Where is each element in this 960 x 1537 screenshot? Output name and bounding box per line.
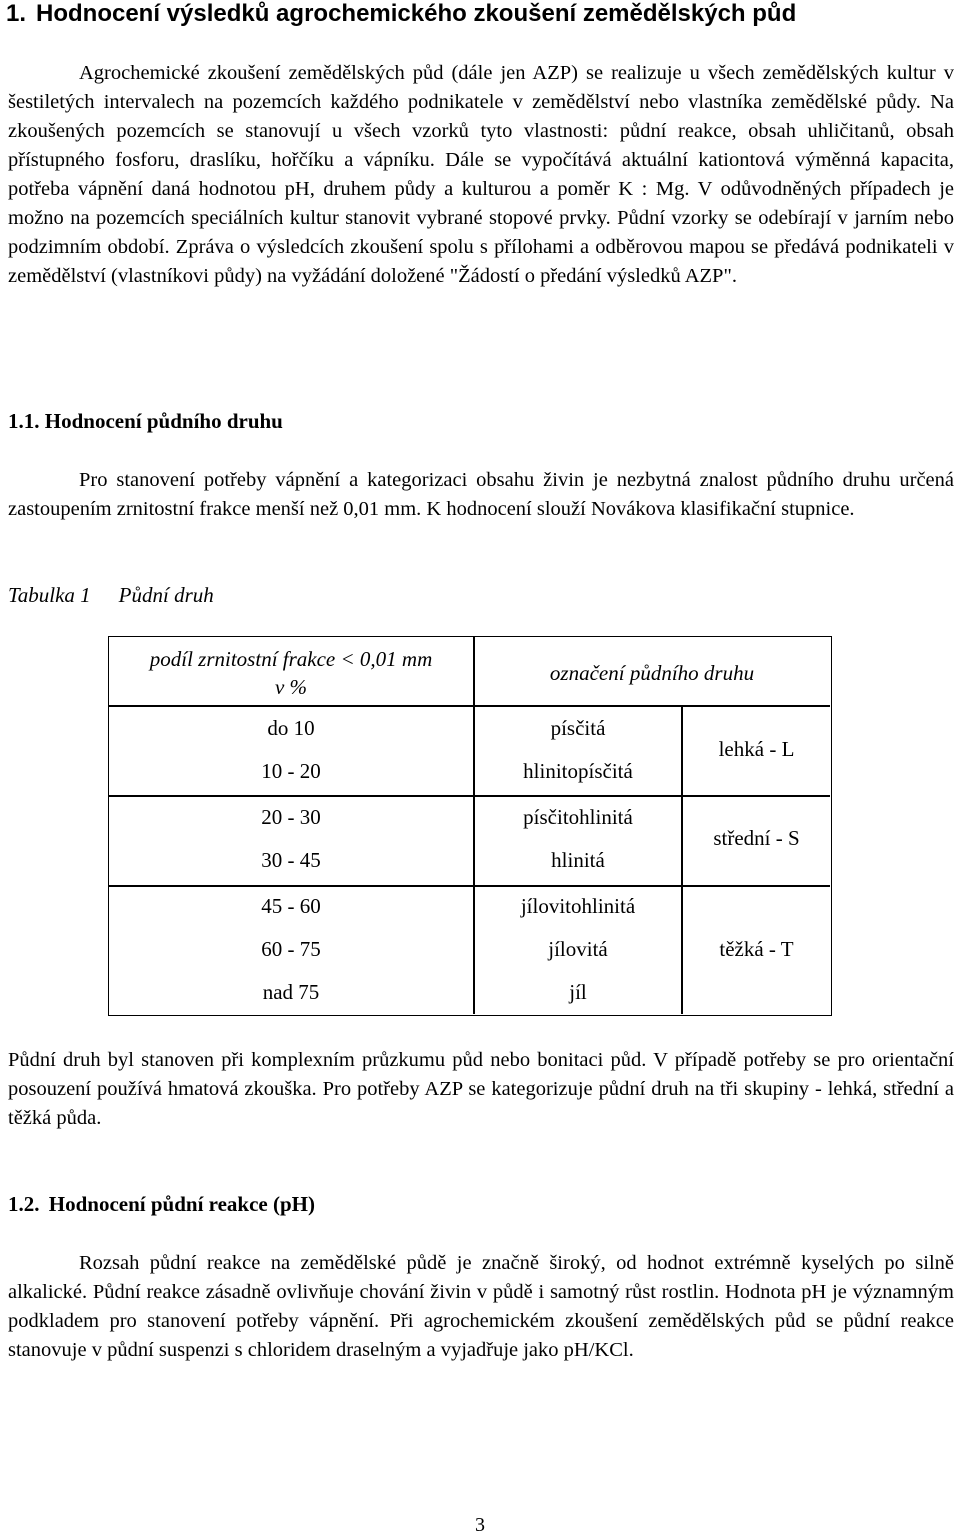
table-cell-group-heavy: těžká - T xyxy=(719,937,794,961)
table-divider-header xyxy=(109,705,830,707)
section-1-1-title: Hodnocení půdního druhu xyxy=(44,409,283,433)
soil-type-table xyxy=(108,636,832,1016)
table-header-designation: označení půdního druhu xyxy=(549,661,755,685)
table-caption-label: Tabulka 1 xyxy=(8,583,91,607)
page-number: 3 xyxy=(475,1514,485,1536)
intro-paragraph: Agrochemické zkoušení zemědělských půd (dále jen AZP) se realizuje u všech zemědělských kultur v šestiletých intervalech na pozemcích každého podnikatele v zemědělství nebo vlastníka zemědělské půdy. Na zkoušených pozemcích se stanovují u všech vzorků tyto vlastnosti: půdní reakce, obsah uhličitanů, obsah přístupného fosforu, draslíku, hořčíku a vápníku. Dále se vypočítává aktuální kationtová výměnná kapacita, potřeba vápnění daná hodnotou pH, druhem půdy a kulturou a poměr K : Mg. V odůvodněných případech je možno na pozemcích speciálních kultur stanovit vybrané stopové prvky. Půdní vzorky se odebírají v jarním nebo podzimním období. Zpráva o výsledcích zkoušení spolu s přílohami a odběrovou mapou se předává podnikateli v zemědělství (vlastníkovi půdy) na vyžádání doložené "Žádostí o předání výsledků AZP". xyxy=(8,62,954,287)
section-1-1-number: 1.1. xyxy=(8,409,40,433)
table-cell-soil-name: písčitá xyxy=(550,716,606,740)
section-1-2-heading xyxy=(8,1191,315,1217)
section-1-2-paragraph: Rozsah půdní reakce na zemědělské půdě je značně široký, od hodnot extrémně kyselých po silně alkalické. Půdní reakce zásadně ovlivňuje chování živin v půdě i samotný růst rostlin. Hodnota pH je významným podkladem pro stanovení potřeby vápnění. Při agrochemickém zkoušení zemědělských půd se půdní reakce stanovuje v půdní suspenzi s chloridem draselným a vyjadřuje jako pH/KCl. xyxy=(8,1252,954,1361)
table-caption-title: Půdní druh xyxy=(118,583,214,607)
table-cell-fraction: nad 75 xyxy=(262,980,320,1004)
table-cell-fraction: 45 - 60 xyxy=(261,894,321,918)
page-title-number: 1. xyxy=(6,0,27,27)
table-cell-soil-name: písčitohlinitá xyxy=(523,805,633,829)
page-title xyxy=(6,0,797,28)
page-title-text: Hodnocení výsledků agrochemického zkoušení zemědělských půd xyxy=(36,0,797,27)
table-caption xyxy=(8,582,214,608)
table-cell-fraction: do 10 xyxy=(267,716,315,740)
table-header-fraction xyxy=(109,645,473,701)
table-divider-group1 xyxy=(109,795,830,797)
table-cell-fraction: 10 - 20 xyxy=(261,759,321,783)
table-cell-group-light: lehká - L xyxy=(718,737,795,761)
table-cell-group-medium: střední - S xyxy=(713,826,800,850)
table-header-fraction-line1: podíl zrnitostní frakce < 0,01 mm xyxy=(149,647,433,671)
section-1-2-number: 1.2. xyxy=(8,1192,40,1216)
table-header-fraction-line2: v % xyxy=(274,675,308,699)
table-cell-fraction: 30 - 45 xyxy=(261,848,321,872)
table-cell-fraction: 20 - 30 xyxy=(261,805,321,829)
section-1-1-heading xyxy=(8,408,283,434)
table-cell-soil-name: hlinitá xyxy=(551,848,605,872)
table-cell-soil-name: hlinitopísčitá xyxy=(523,759,633,783)
section-1-2-title: Hodnocení půdní reakce (pH) xyxy=(48,1192,315,1216)
table-cell-soil-name: jílovitohlinitá xyxy=(520,894,636,918)
table-cell-soil-name: jílovitá xyxy=(548,937,608,961)
table-cell-soil-name: jíl xyxy=(569,980,587,1004)
section-1-1-paragraph: Pro stanovení potřeby vápnění a kategorizaci obsahu živin je nezbytná znalost půdního druhu určená zastoupením zrnitostní frakce menší než 0,01 mm. K hodnocení slouží Novákova klasifikační stupnice. xyxy=(8,469,954,520)
after-table-paragraph: Půdní druh byl stanoven při komplexním průzkumu půd nebo bonitaci půd. V případě potřeby se pro orientační posouzení používá hmatová zkouška. Pro potřeby AZP se kategorizuje půdní druh na tři skupiny - lehká, střední a těžká půda. xyxy=(8,1049,954,1129)
table-cell-fraction: 60 - 75 xyxy=(261,937,321,961)
table-divider-group2 xyxy=(109,885,830,887)
